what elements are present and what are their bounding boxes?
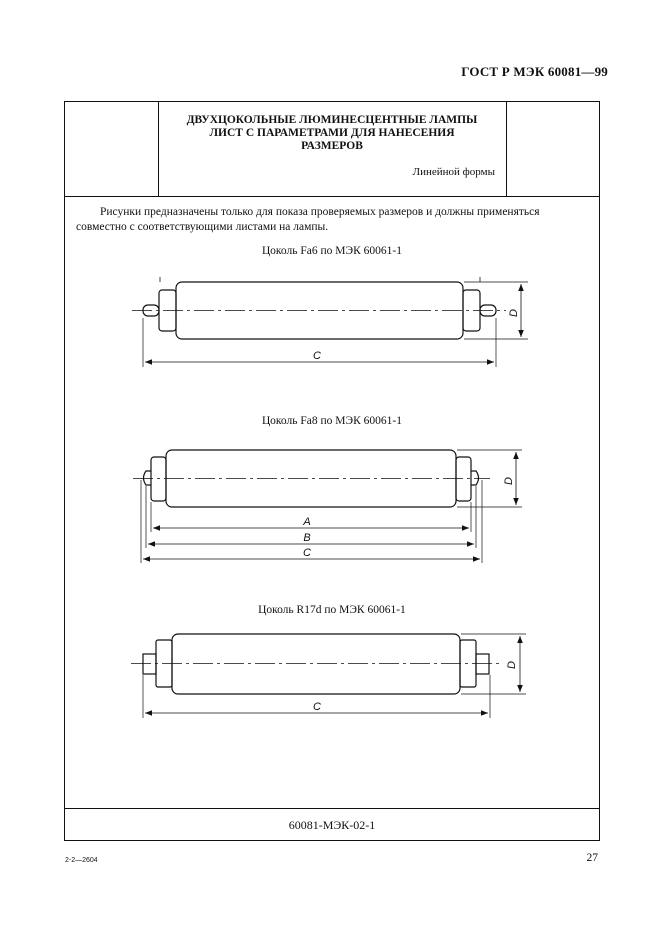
- lamp-drawing-fa6: [132, 277, 528, 367]
- dimension-label-c: C: [313, 701, 321, 713]
- usage-note: Рисунки предназначены только для показа проверяемых размеров и должны применяться совместно с соответствующими листами на лампы.: [76, 206, 540, 233]
- lamp-drawing-fa8: [133, 450, 522, 563]
- standard-code: ГОСТ Р МЭК 60081—99: [461, 64, 608, 79]
- sheet-code: 60081-МЭК-02-1: [288, 818, 376, 832]
- lamp-cap-left: [151, 457, 166, 501]
- dimension-label-c: C: [303, 547, 311, 559]
- figure-caption-fa6: Цоколь Fa6 по МЭК 60061-1: [262, 245, 402, 257]
- dimension-label-d: D: [508, 309, 520, 317]
- figure-caption-fa8: Цоколь Fa8 по МЭК 60061-1: [262, 415, 402, 427]
- lamp-pin-right: [476, 654, 489, 674]
- page-number: 27: [586, 852, 598, 864]
- title-line: ДВУХЦОКОЛЬНЫЕ ЛЮМИНЕСЦЕНТНЫЕ ЛАМПЫ: [186, 114, 478, 126]
- dimension-label-d: D: [503, 477, 515, 485]
- document-subtitle: Линейной формы: [412, 166, 495, 178]
- title-line: РАЗМЕРОВ: [301, 140, 363, 152]
- dimension-label-a: A: [303, 516, 311, 528]
- print-mark: 2-2—2604: [65, 857, 98, 864]
- lamp-tube: [172, 634, 460, 694]
- figure-caption-r17d: Цоколь R17d по МЭК 60061-1: [258, 604, 406, 616]
- lamp-cap-right: [456, 457, 471, 501]
- lamp-pin-left: [144, 471, 152, 485]
- dimension-label-b: B: [303, 532, 311, 544]
- lamp-pin-left: [143, 654, 156, 674]
- lamp-pin-right: [471, 471, 479, 485]
- dimension-label-c: C: [313, 350, 321, 362]
- lamp-drawing-r17d: [131, 634, 526, 718]
- title-line: ЛИСТ С ПАРАМЕТРАМИ ДЛЯ НАНЕСЕНИЯ: [209, 127, 455, 139]
- dimension-label-d: D: [506, 661, 518, 669]
